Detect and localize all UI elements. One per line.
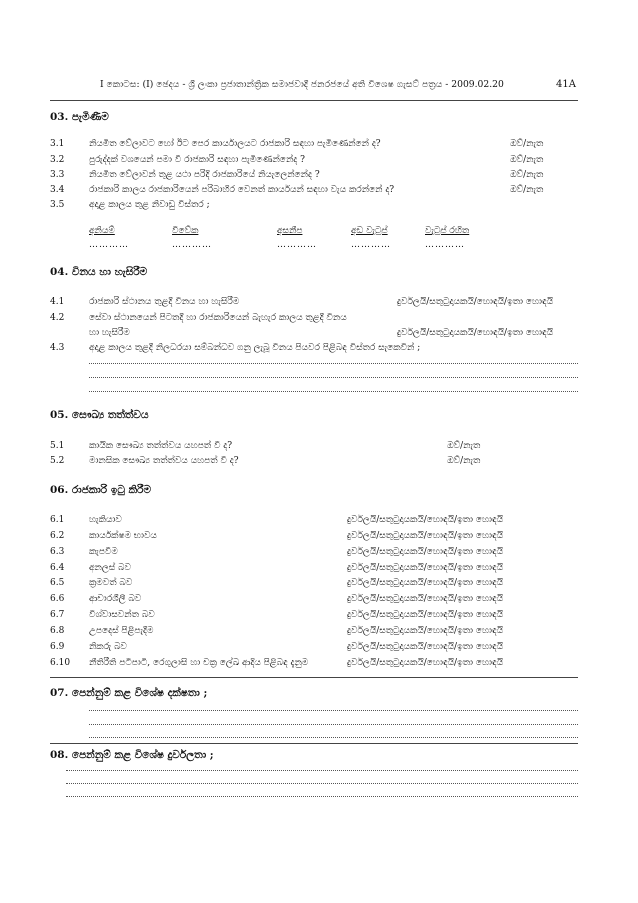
- rating-option[interactable]: දුර්වලයි/සතුටුදායකයි/හොඳයි/ඉතා හොඳයි: [347, 578, 504, 588]
- item-text: අදාළ කාලය තුළ නිවාඩු විස්තර ;: [89, 200, 210, 210]
- item-text: රාජකාරි කාලය රාජකාරියෙන් පරිබාහිර වෙනත් කාර්යයන් සඳහා වැය කරන්නේ ද?: [89, 185, 395, 195]
- item-number: 6.4: [50, 563, 65, 573]
- rating-option[interactable]: දුර්වලයි/සතුටුදායකයි/හොඳයි/ඉතා හොඳයි: [347, 594, 504, 604]
- leave-col-casual: අනියම්: [89, 226, 115, 236]
- item-number: 3.2: [50, 155, 65, 165]
- item-text: නියමිත වේලාවන් තුළ යථා පරිදි රාජකාරියේ නියැලෙන්නේද ?: [89, 170, 320, 180]
- leave-blank[interactable]: …………: [172, 240, 212, 250]
- yes-no-option[interactable]: ඔව්/නැත: [447, 441, 481, 451]
- item-text: කැපවීම: [89, 547, 118, 557]
- answer-line[interactable]: [66, 796, 578, 797]
- item-text: අදාළ කාලය තුළදී නිලධරයා සම්බන්ධව ගනු ලැබූ විනය පියවර පිළිබඳ විස්තර සැකෙවින් ;: [89, 343, 421, 353]
- answer-line[interactable]: [66, 783, 578, 784]
- rating-option[interactable]: දුර්වලයි/සතුටුදායකයි/හොඳයි/ඉතා හොඳයි: [397, 297, 554, 307]
- answer-line[interactable]: [89, 710, 578, 711]
- section-06-title: 06. රාජකාරි ඉටු කිරීම: [50, 484, 152, 496]
- item-number: 4.2: [50, 313, 65, 323]
- answer-line[interactable]: [89, 377, 578, 378]
- item-text: කාර්යක්ෂම භාවය: [89, 531, 157, 541]
- leave-col-vacation: විවේක: [172, 226, 199, 236]
- rating-option[interactable]: දුර්වලයි/සතුටුදායකයි/හොඳයි/ඉතා හොඳයි: [397, 328, 554, 338]
- page-number: 41A: [556, 79, 576, 90]
- item-number: 6.1: [50, 515, 65, 525]
- yes-no-option[interactable]: ඔව්/නැත: [510, 155, 544, 165]
- item-text: මානසික සෞඛ්‍ය තත්ත්වය යහපත් වී ද?: [89, 456, 239, 466]
- answer-line[interactable]: [66, 770, 578, 771]
- item-number: 5.1: [50, 441, 65, 451]
- item-text: අනලස් බව: [89, 563, 131, 573]
- item-number: 6.2: [50, 531, 65, 541]
- gazette-header: I කොටස: (I) ඡෙදය - ශ්‍රී ලංකා ප්‍රජාතාන්ත්‍රික සමාජවාදී ජනරජයේ අති විශෙෂ ගැසට් පත්‍රය - 2009.02.20: [100, 79, 504, 90]
- rating-option[interactable]: දුර්වලයි/සතුටුදායකයි/හොඳයි/ඉතා හොඳයි: [347, 563, 504, 573]
- yes-no-option[interactable]: ඔව්/නැත: [510, 170, 544, 180]
- answer-line[interactable]: [89, 737, 578, 738]
- item-text: කායික සෞඛ්‍ය තත්ත්වය යහපත් වී ද?: [89, 441, 233, 451]
- yes-no-option[interactable]: ඔව්/නැත: [510, 139, 544, 149]
- leave-col-sick: අසනීප: [277, 226, 303, 236]
- section-divider: [50, 677, 578, 678]
- item-number: 4.1: [50, 297, 65, 307]
- answer-line[interactable]: [89, 391, 578, 392]
- item-number: 3.3: [50, 170, 65, 180]
- section-04-title: 04. විනය හා හැසිරීම: [50, 266, 148, 278]
- item-text: පුරුද්දක් වශයෙන් පමා වී රාජකාරි සඳහා පැමිණෙන්නේද ?: [89, 155, 305, 165]
- item-text: ආචාරශීලී බව: [89, 594, 142, 604]
- leave-blank[interactable]: …………: [351, 240, 391, 250]
- item-text: හැකියාව: [89, 515, 122, 525]
- leave-blank[interactable]: …………: [425, 240, 465, 250]
- rating-option[interactable]: දුර්වලයි/සතුටුදායකයි/හොඳයි/ඉතා හොඳයි: [347, 547, 504, 557]
- item-number: 6.6: [50, 594, 65, 604]
- leave-col-no-pay: වැටුප් රහිත: [425, 226, 470, 236]
- item-text: නියමිත වේලාවට හෝ ඊට පෙර කාර්යාලයට රාජකාරි සඳහා පැමිණෙන්නේ ද?: [89, 139, 381, 149]
- item-number: 6.9: [50, 642, 65, 652]
- item-text-cont: හා හැසිරීම: [89, 328, 130, 338]
- section-08-title: 08. පෙන්නුම් කළ විශේෂ දුර්වලතා ;: [50, 749, 214, 761]
- item-text: රාජකාරි ස්ථානය තුළදී විනය හා හැසිරීම: [89, 297, 240, 307]
- answer-line[interactable]: [89, 724, 578, 725]
- rating-option[interactable]: දුර්වලයි/සතුටුදායකයි/හොඳයි/ඉතා හොඳයි: [347, 626, 504, 636]
- item-text: සේවා ස්ථානයෙන් පිටතදී හා රාජකාරියෙන් බැහැර කාලය තුළදී විනය: [89, 313, 347, 323]
- item-number: 5.2: [50, 456, 65, 466]
- item-text: ක්‍රමවත් බව: [89, 578, 133, 588]
- rating-option[interactable]: දුර්වලයි/සතුටුදායකයි/හොඳයි/ඉතා හොඳයි: [347, 658, 504, 668]
- item-number: 3.5: [50, 200, 65, 210]
- section-03-title: 03. පැමිණීම: [50, 111, 109, 123]
- item-number: 6.3: [50, 547, 65, 557]
- yes-no-option[interactable]: ඔව්/නැත: [510, 185, 544, 195]
- item-text: නීතිරීති පටිපාටි, රෙගුලාසි හා චක්‍ර ලේඛ ආදිය පිළිබඳ දැනුම: [89, 658, 309, 668]
- item-number: 3.1: [50, 139, 65, 149]
- section-05-title: 05. සෞඛ්‍ය තත්ත්වය: [50, 409, 149, 421]
- answer-line[interactable]: [89, 363, 578, 364]
- item-number: 6.7: [50, 610, 65, 620]
- item-number: 6.8: [50, 626, 65, 636]
- item-text: උපදෙස් පිළිපැදීම: [89, 626, 154, 636]
- leave-blank[interactable]: …………: [89, 240, 129, 250]
- item-number: 6.5: [50, 578, 65, 588]
- yes-no-option[interactable]: ඔව්/නැත: [447, 456, 481, 466]
- section-divider: [50, 743, 578, 744]
- leave-col-half-pay: අඩ වැටුප්: [351, 226, 388, 236]
- item-number: 3.4: [50, 185, 65, 195]
- item-number: 6.10: [50, 658, 71, 668]
- rating-option[interactable]: දුර්වලයි/සතුටුදායකයි/හොඳයි/ඉතා හොඳයි: [347, 610, 504, 620]
- header-rule: [50, 100, 578, 101]
- section-07-title: 07. පෙන්නුම් කළ විශේෂ දක්ෂතා ;: [50, 687, 208, 699]
- item-text: නිකරු බව: [89, 642, 127, 652]
- rating-option[interactable]: දුර්වලයි/සතුටුදායකයි/හොඳයි/ඉතා හොඳයි: [347, 531, 504, 541]
- rating-option[interactable]: දුර්වලයි/සතුටුදායකයි/හොඳයි/ඉතා හොඳයි: [347, 642, 504, 652]
- item-number: 4.3: [50, 343, 65, 353]
- item-text: විශ්වාසවන්ත බව: [89, 610, 155, 620]
- rating-option[interactable]: දුර්වලයි/සතුටුදායකයි/හොඳයි/ඉතා හොඳයි: [347, 515, 504, 525]
- leave-blank[interactable]: …………: [277, 240, 317, 250]
